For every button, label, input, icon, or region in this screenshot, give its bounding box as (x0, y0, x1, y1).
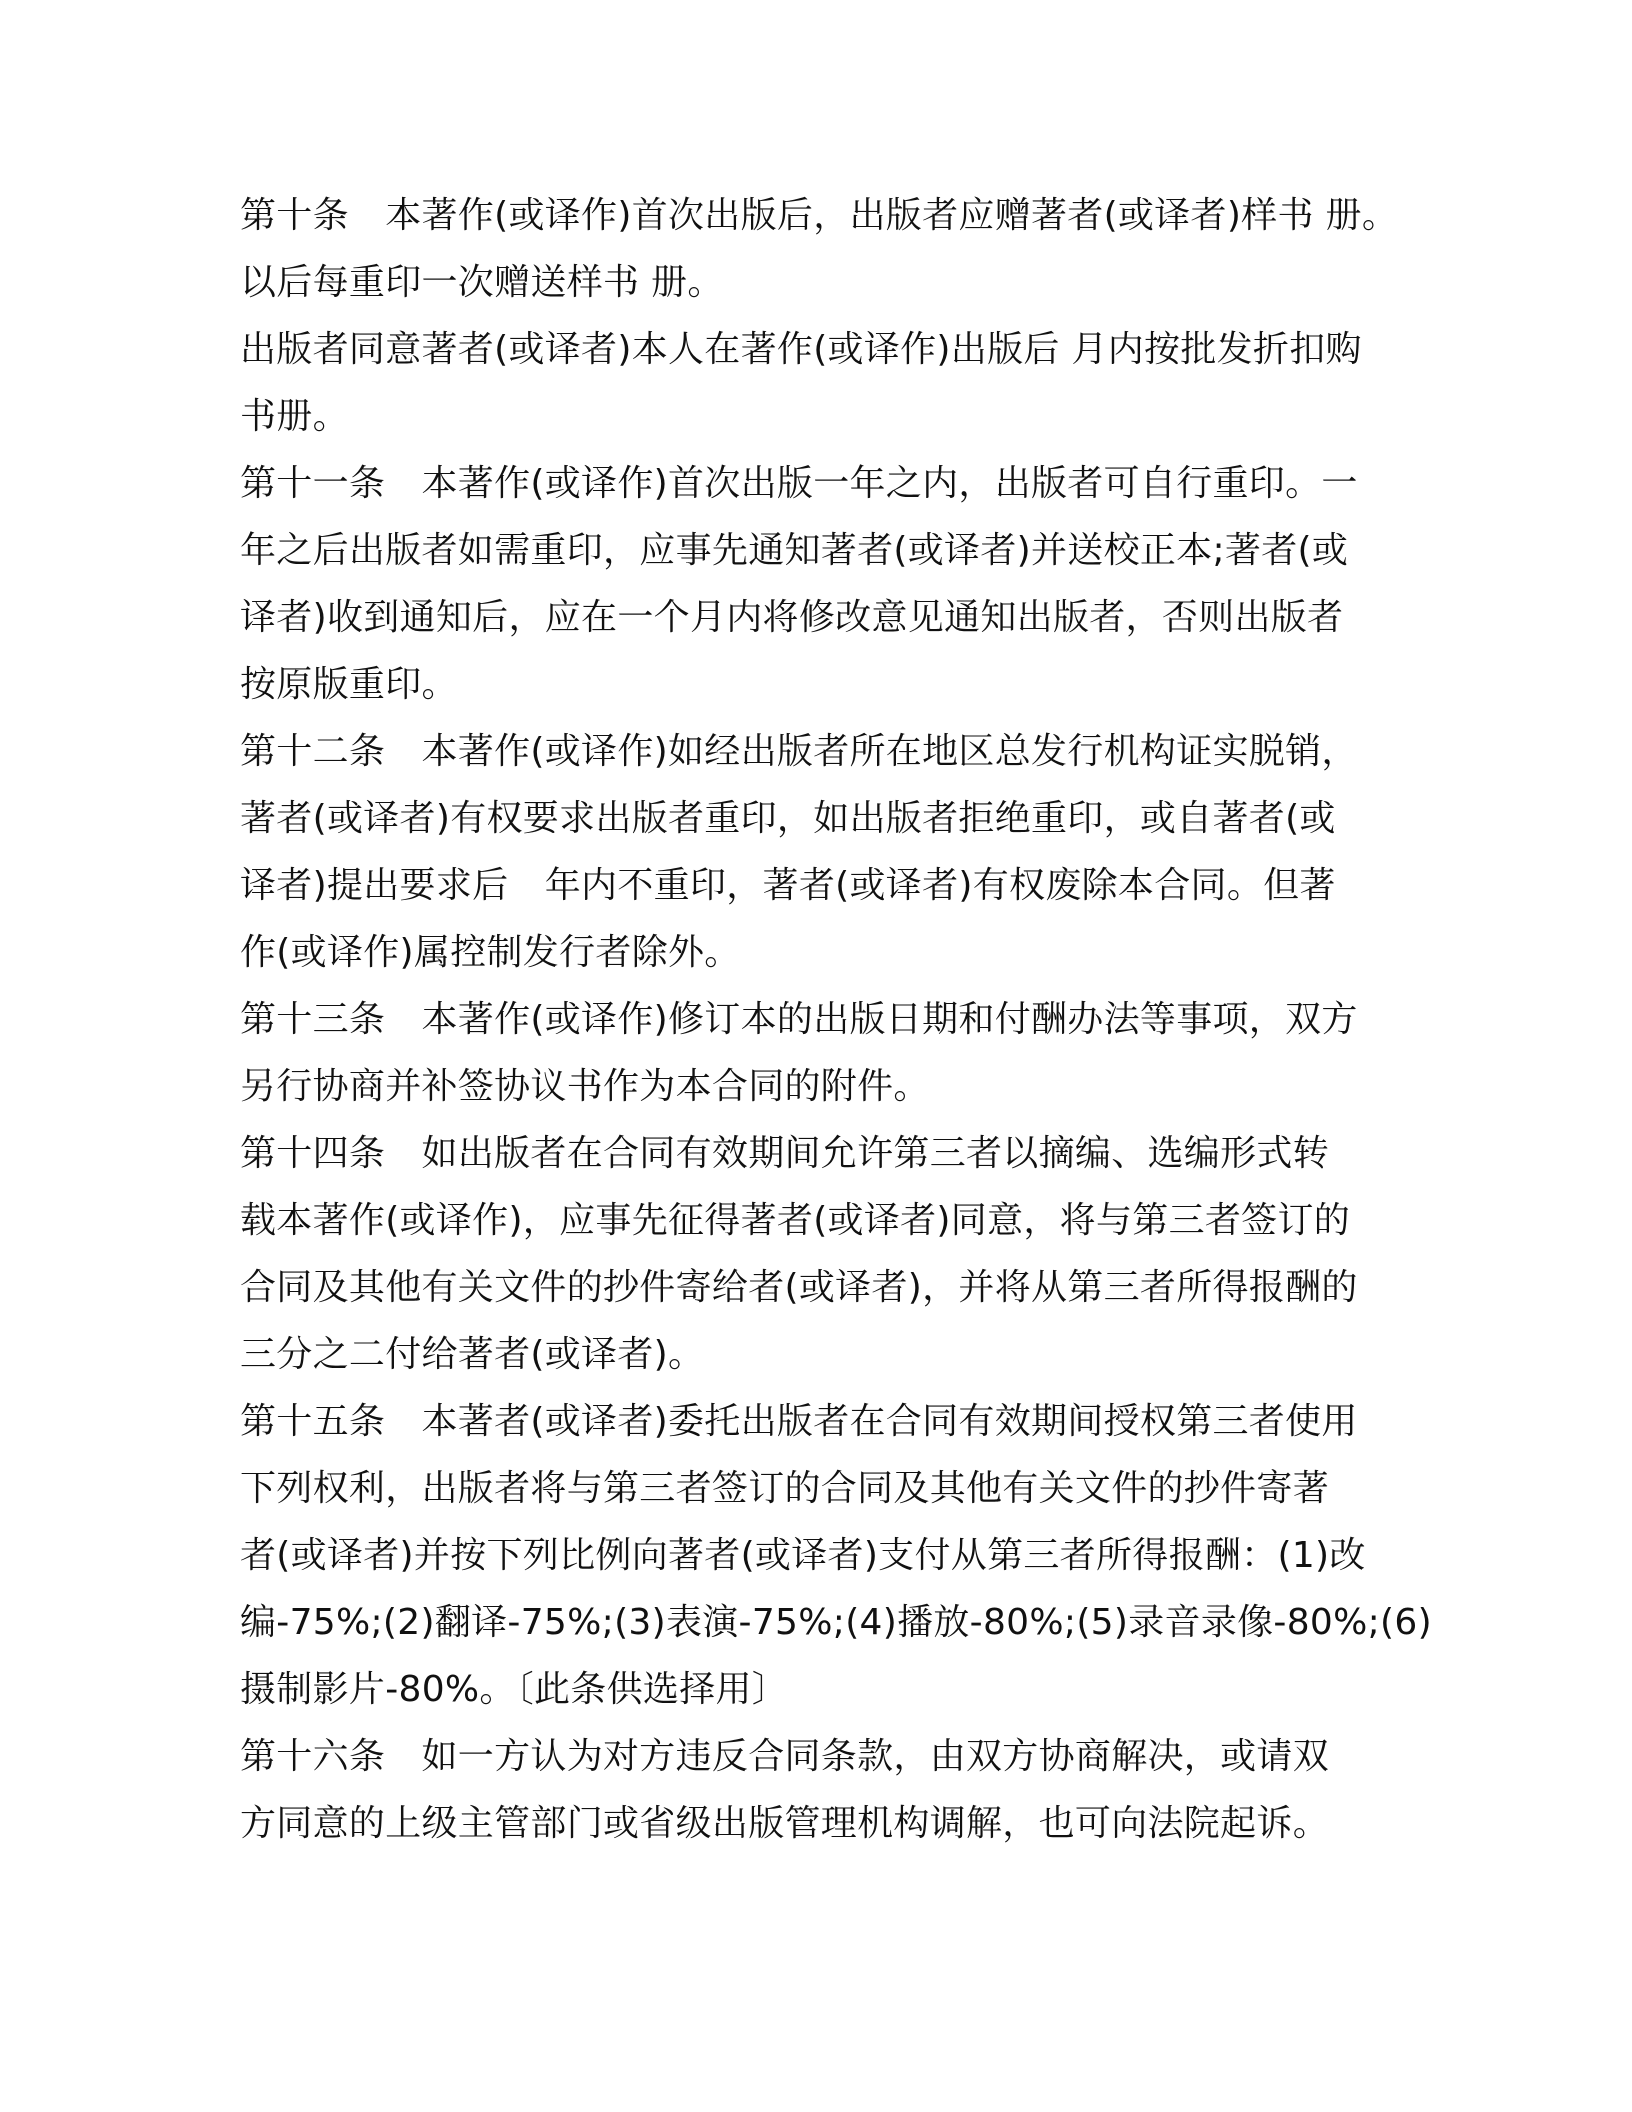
text-line: 著者(或译者)有权要求出版者重印，如出版者拒绝重印，或自著者(或 (240, 798, 1336, 839)
text-line: 者(或译者)并按下列比例向著者(或译者)支付从第三者所得报酬：(1)改 (240, 1535, 1366, 1576)
text-line: 年之后出版者如需重印，应事先通知著者(或译者)并送校正本;著者(或 (240, 530, 1349, 571)
document-body (240, 182, 1432, 1857)
text-line: 下列权利，出版者将与第三者签订的合同及其他有关文件的抄件寄著 (240, 1468, 1330, 1509)
text-line: 第十条 本著作(或译作)首次出版后，出版者应赠著者(或译者)样书 册。 (240, 195, 1399, 236)
text-line: 按原版重印。 (240, 664, 458, 705)
text-line: 译者)收到通知后，应在一个月内将修改意见通知出版者，否则出版者 (240, 597, 1344, 638)
text-line: 摄制影片-80%。〔此条供选择用〕 (240, 1669, 789, 1710)
text-line: 书册。 (240, 396, 349, 437)
text-line: 方同意的上级主管部门或省级出版管理机构调解，也可向法院起诉。 (240, 1803, 1330, 1844)
text-line: 出版者同意著者(或译者)本人在著作(或译作)出版后 月内按批发折扣购 (240, 329, 1362, 370)
text-line: 第十六条 如一方认为对方违反合同条款，由双方协商解决，或请双 (240, 1736, 1330, 1777)
text-line: 第十三条 本著作(或译作)修订本的出版日期和付酬办法等事项，双方 (240, 999, 1358, 1040)
text-line: 第十二条 本著作(或译作)如经出版者所在地区总发行机构证实脱销， (240, 731, 1358, 772)
text-line: 编-75%;(2)翻译-75%;(3)表演-75%;(4)播放-80%;(5)录音录像-80%;(6) (240, 1602, 1432, 1643)
text-line: 另行协商并补签协议书作为本合同的附件。 (240, 1066, 930, 1107)
text-line: 第十五条 本著者(或译者)委托出版者在合同有效期间授权第三者使用 (240, 1401, 1358, 1442)
text-line: 合同及其他有关文件的抄件寄给者(或译者)，并将从第三者所得报酬的 (240, 1267, 1358, 1308)
text-line: 以后每重印一次赠送样书 册。 (240, 262, 724, 303)
text-line: 作(或译作)属控制发行者除外。 (240, 932, 741, 973)
text-line: 三分之二付给著者(或译者)。 (240, 1334, 705, 1375)
text-line: 第十四条 如出版者在合同有效期间允许第三者以摘编、选编形式转 (240, 1133, 1330, 1174)
text-line: 第十一条 本著作(或译作)首次出版一年之内，出版者可自行重印。一 (240, 463, 1358, 504)
text-line: 载本著作(或译作)，应事先征得著者(或译者)同意，将与第三者签订的 (240, 1200, 1351, 1241)
text-line: 译者)提出要求后 年内不重印，著者(或译者)有权废除本合同。但著 (240, 865, 1336, 906)
